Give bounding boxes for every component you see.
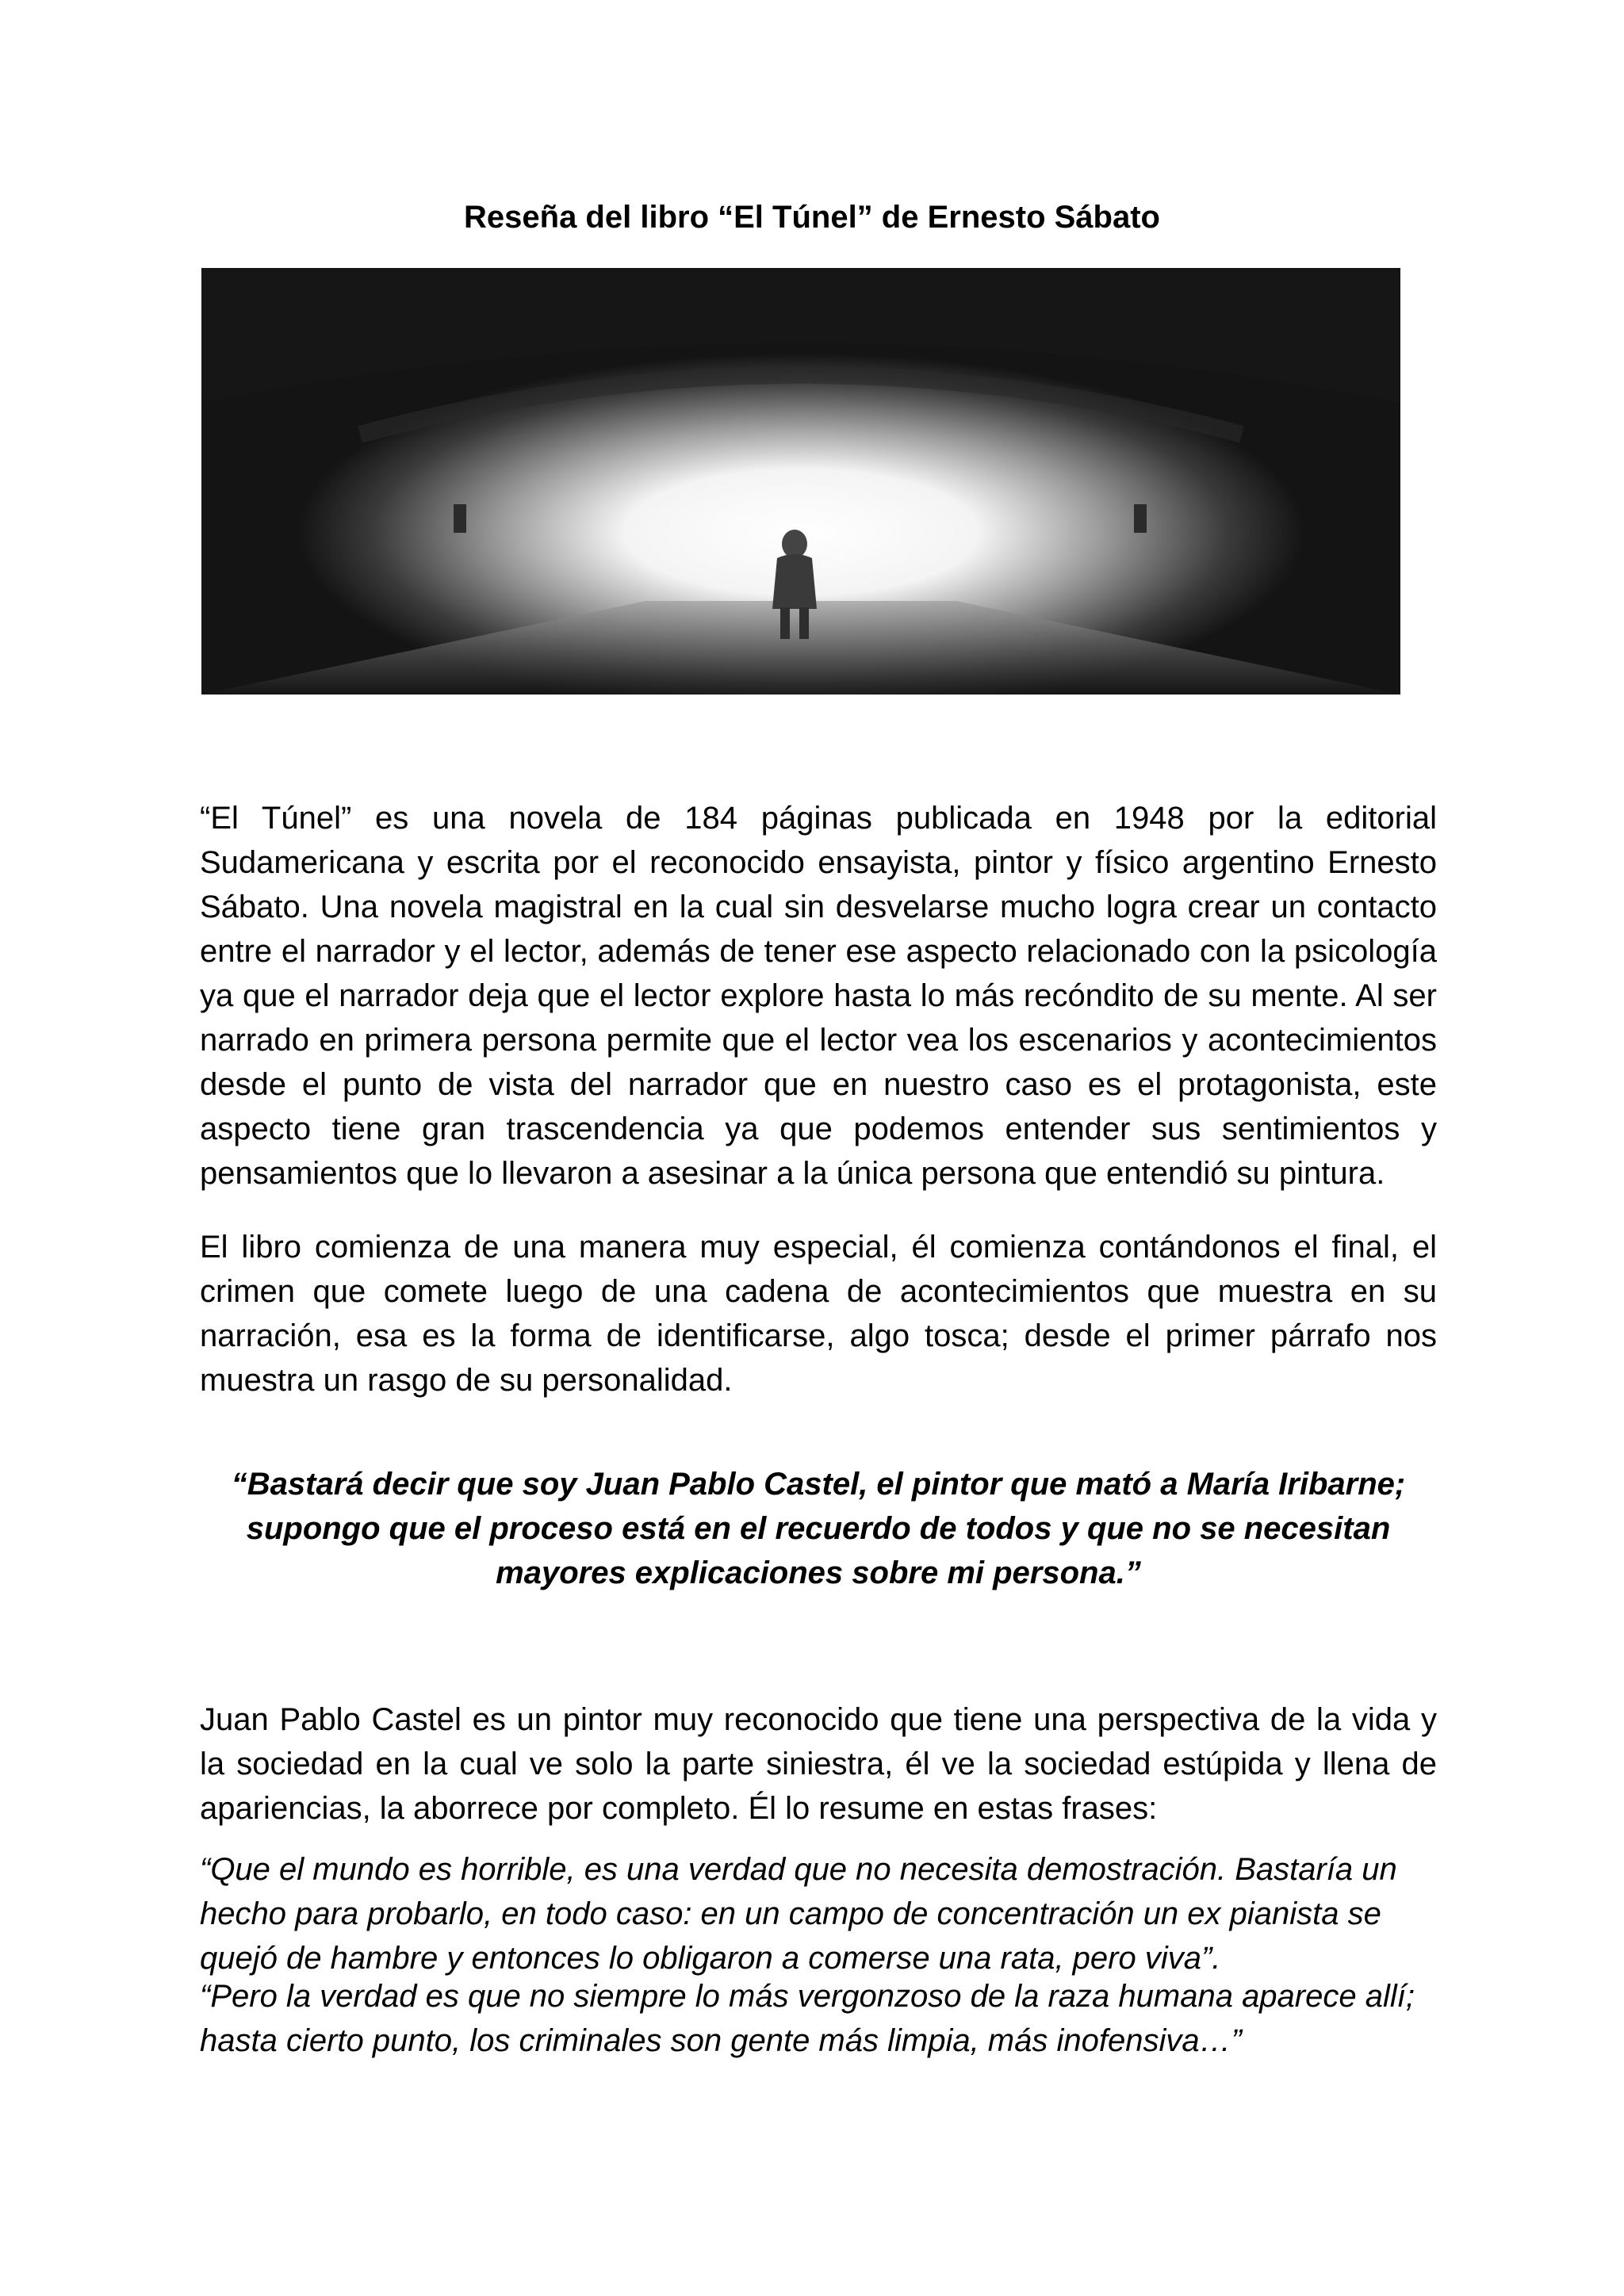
highlight-quote: “Bastará decir que soy Juan Pablo Castel, el pintor que mató a María Iribarne; supongo que el proceso está en el recuerdo de todos y que no se necesitan mayores explicaciones sobre mi persona.” [231,1467,1406,1590]
paragraph-intro: “El Túnel” es una novela de 184 páginas publicada en 1948 por la editorial Sudamericana y escrita por el reconocido ensayista, pintor y físico argentino Ernesto Sábato. Una novela magistral en la cual sin desvelarse mucho logra crear un contacto entre el narrador y el lector, además de tener ese aspecto relacionado con la psicología ya que el narrador deja que el lector explore hasta lo más recóndito de su mente. Al ser narrado en primera persona permite que el lector vea los escenarios y acontecimientos desde el punto de vista del narrador que en nuestro caso es el protagonista, este aspecto tiene gran trascendencia ya que podemos entender sus sentimientos y pensamientos que lo llevaron a asesinar a la única persona que entendió su pintura. [200,801,1437,1191]
paragraph-beginning: El libro comienza de una manera muy especial, él comienza contándonos el final, el crimen que comete luego de una cadena de acontecimientos que muestra en su narración, esa es la forma de identificarse, algo tosca; desde el primer párrafo nos muestra un rasgo de su personalidad. [200,1230,1437,1398]
tunnel-image [201,268,1400,695]
quote-world: “Que el mundo es horrible, es una verdad que no necesita demostración. Bastaría un hecho para probarlo, en todo caso: en un campo de concentración un ex pianista se quejó de hambre y entonces lo obligaron a comerse una rata, pero viva”. [200,1852,1397,1976]
paragraph-castel: Juan Pablo Castel es un pintor muy reconocido que tiene una perspectiva de la vida y la sociedad en la cual ve solo la parte siniestra, él ve la sociedad estúpida y llena de apariencias, la aborrece por completo. Él lo resume en estas frases: [200,1702,1437,1826]
quote-truth: “Pero la verdad es que no siempre lo más vergonzoso de la raza humana aparece allí; hasta cierto punto, los criminales son gente más limpia, más inofensiva…” [200,1979,1415,2058]
page-title: Reseña del libro “El Túnel” de Ernesto Sábato [464,200,1160,235]
